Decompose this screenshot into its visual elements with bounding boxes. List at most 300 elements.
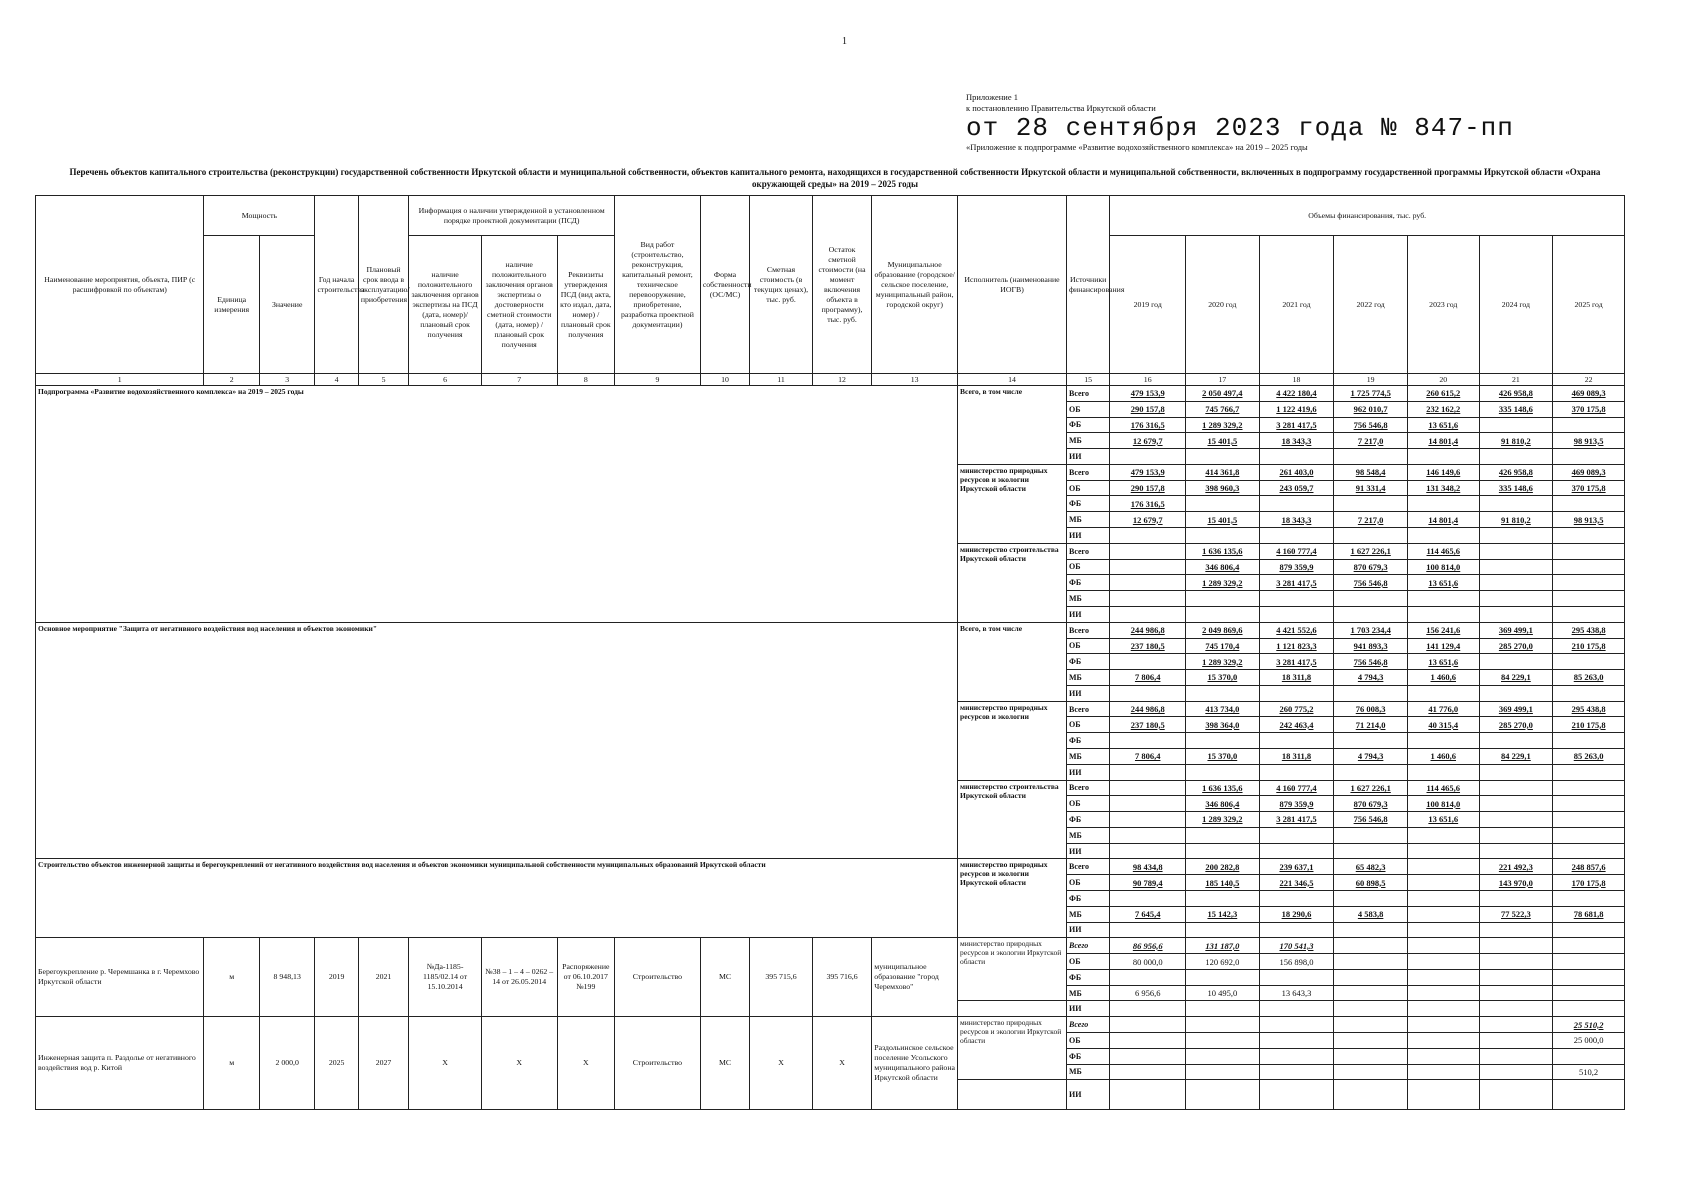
funding-value: [1553, 938, 1625, 954]
object-estimate: 395 715,6: [750, 938, 813, 1017]
funding-value: 1 289 329,2: [1186, 654, 1260, 670]
funding-value: [1110, 891, 1186, 907]
funding-value: [1407, 591, 1479, 607]
funding-value: 346 806,4: [1186, 796, 1260, 812]
funding-value: 41 776,0: [1407, 701, 1479, 717]
funding-value: [1259, 1017, 1334, 1033]
funding-value: 86 956,6: [1110, 938, 1186, 954]
funding-source: ФБ: [1067, 1048, 1110, 1064]
funding-value: [1259, 827, 1334, 843]
funding-value: [1110, 969, 1186, 985]
object-planned-year: 2021: [358, 938, 408, 1017]
funding-value: 176 316,5: [1110, 417, 1186, 433]
funding-value: [1407, 1080, 1479, 1110]
funding-value: 941 893,3: [1334, 638, 1408, 654]
object-psd-expert: Х: [409, 1017, 482, 1110]
funding-value: 143 970,0: [1479, 875, 1553, 891]
funding-source: ИИ: [1067, 606, 1110, 622]
funding-value: 210 175,8: [1553, 717, 1625, 733]
executor: министерство природных ресурсов и экологии: [958, 701, 1067, 780]
funding-value: 1 122 419,6: [1259, 401, 1334, 417]
funding-value: 479 153,9: [1110, 386, 1186, 402]
object-name: Инженерная защита п. Раздолье от негативного воздействия вод р. Китой: [36, 1017, 204, 1110]
financing-table: [35, 195, 1625, 1110]
funding-value: [1553, 796, 1625, 812]
funding-value: 285 270,0: [1479, 638, 1553, 654]
funding-value: [1259, 891, 1334, 907]
object-remainder: 395 716,6: [812, 938, 872, 1017]
funding-value: 346 806,4: [1186, 559, 1260, 575]
funding-source: МБ: [1067, 827, 1110, 843]
funding-value: 4 160 777,4: [1259, 543, 1334, 559]
funding-value: 1 121 823,3: [1259, 638, 1334, 654]
column-number: 18: [1259, 374, 1334, 386]
funding-value: [1553, 827, 1625, 843]
funding-source: ФБ: [1067, 733, 1110, 749]
funding-value: 369 499,1: [1479, 622, 1553, 638]
funding-value: 1 289 329,2: [1186, 812, 1260, 828]
funding-source: ОБ: [1067, 717, 1110, 733]
funding-source: МБ: [1067, 591, 1110, 607]
funding-value: [1479, 449, 1553, 465]
funding-value: [1553, 449, 1625, 465]
object-remainder: Х: [812, 1017, 872, 1110]
funding-value: 232 162,2: [1407, 401, 1479, 417]
funding-value: 25 000,0: [1553, 1033, 1625, 1049]
funding-value: 260 615,2: [1407, 386, 1479, 402]
funding-value: 3 281 417,5: [1259, 654, 1334, 670]
funding-value: [1479, 922, 1553, 938]
funding-value: [1407, 1064, 1479, 1080]
header-estimate: Сметная стоимость (в текущих ценах), тыс. руб.: [750, 196, 813, 374]
funding-value: [1553, 575, 1625, 591]
funding-value: [1479, 812, 1553, 828]
funding-value: 426 958,8: [1479, 464, 1553, 480]
funding-value: [1479, 591, 1553, 607]
column-number: 22: [1553, 374, 1625, 386]
funding-value: [1334, 985, 1408, 1001]
funding-value: 510,2: [1553, 1064, 1625, 1080]
funding-value: 120 692,0: [1186, 954, 1260, 970]
column-number: 2: [204, 374, 259, 386]
funding-value: [1186, 891, 1260, 907]
funding-value: 756 546,8: [1334, 654, 1408, 670]
funding-value: 98 913,5: [1553, 512, 1625, 528]
funding-value: [1407, 496, 1479, 512]
funding-value: 76 008,3: [1334, 701, 1408, 717]
funding-value: [1479, 954, 1553, 970]
column-number: 16: [1110, 374, 1186, 386]
funding-value: 4 794,3: [1334, 670, 1408, 686]
object-ownership: МС: [700, 938, 749, 1017]
funding-value: [1479, 606, 1553, 622]
funding-value: [1553, 969, 1625, 985]
column-number: 15: [1067, 374, 1110, 386]
funding-value: [1553, 985, 1625, 1001]
funding-value: 15 370,0: [1186, 748, 1260, 764]
funding-value: [1110, 654, 1186, 670]
funding-value: 13 651,6: [1407, 812, 1479, 828]
funding-value: [1479, 764, 1553, 780]
funding-value: 3 281 417,5: [1259, 575, 1334, 591]
funding-value: 414 361,8: [1186, 464, 1260, 480]
funding-value: [1407, 985, 1479, 1001]
object-name: Берегоукрепление р. Черемшанка в г. Черемхово Иркутской области: [36, 938, 204, 1017]
funding-value: 1 289 329,2: [1186, 417, 1260, 433]
funding-value: [1110, 922, 1186, 938]
header-year-2022: 2022 год: [1334, 236, 1408, 374]
funding-value: [1334, 449, 1408, 465]
header-psd-expert: наличие положительного заключения органов экспертизы на ПСД (дата, номер)/плановый срок получения: [409, 236, 482, 374]
funding-value: [1407, 528, 1479, 544]
funding-value: 15 142,3: [1186, 906, 1260, 922]
funding-value: [1553, 591, 1625, 607]
section-name: Основное мероприятие "Защита от негативного воздействия вод населения и объектов экономики": [36, 622, 958, 859]
funding-value: [1334, 685, 1408, 701]
funding-value: [1186, 922, 1260, 938]
funding-value: 14 801,4: [1407, 512, 1479, 528]
executor: министерство строительства Иркутской области: [958, 780, 1067, 859]
funding-value: [1553, 543, 1625, 559]
funding-value: [1334, 1033, 1408, 1049]
funding-value: [1259, 528, 1334, 544]
funding-value: 4 160 777,4: [1259, 780, 1334, 796]
funding-value: [1186, 1048, 1260, 1064]
funding-value: [1186, 1064, 1260, 1080]
executor: министерство природных ресурсов и экологии Иркутской области: [958, 1017, 1067, 1080]
funding-value: 1 460,6: [1407, 670, 1479, 686]
funding-source: ИИ: [1067, 922, 1110, 938]
funding-value: 4 421 552,6: [1259, 622, 1334, 638]
funding-value: 14 801,4: [1407, 433, 1479, 449]
object-work-type: Строительство: [615, 1017, 701, 1110]
funding-value: [1110, 1017, 1186, 1033]
funding-value: [1110, 1033, 1186, 1049]
funding-source: ФБ: [1067, 417, 1110, 433]
funding-value: [1407, 859, 1479, 875]
funding-value: [1186, 843, 1260, 859]
funding-value: 2 049 869,6: [1186, 622, 1260, 638]
object-unit: м: [204, 938, 259, 1017]
funding-value: 242 463,4: [1259, 717, 1334, 733]
object-municipality: Раздольинское сельское поселение Усольского муниципального района Иркутской области: [872, 1017, 958, 1110]
funding-value: [1407, 827, 1479, 843]
header-value: Значение: [259, 236, 314, 374]
funding-value: [1407, 969, 1479, 985]
funding-value: 185 140,5: [1186, 875, 1260, 891]
funding-value: [1186, 764, 1260, 780]
funding-value: 15 401,5: [1186, 512, 1260, 528]
column-number: 9: [615, 374, 701, 386]
header-planned: Плановый срок ввода в эксплуатацию/приобретения: [358, 196, 408, 374]
funding-source: ИИ: [1067, 685, 1110, 701]
funding-value: 13 643,3: [1259, 985, 1334, 1001]
funding-source: МБ: [1067, 670, 1110, 686]
funding-value: [1259, 1033, 1334, 1049]
funding-value: [1186, 449, 1260, 465]
funding-source: ИИ: [1067, 1080, 1110, 1110]
funding-value: 745 766,7: [1186, 401, 1260, 417]
funding-value: [1553, 606, 1625, 622]
funding-value: [1479, 654, 1553, 670]
funding-value: [1186, 1080, 1260, 1110]
funding-value: 745 170,4: [1186, 638, 1260, 654]
column-number: 8: [557, 374, 615, 386]
funding-value: 200 282,8: [1186, 859, 1260, 875]
appendix-line3: «Приложение к подпрограмме «Развитие водохозяйственного комплекса» на 2019 – 2025 годы: [966, 142, 1308, 152]
funding-value: [1110, 528, 1186, 544]
funding-value: 398 960,3: [1186, 480, 1260, 496]
funding-value: [1553, 1001, 1625, 1017]
funding-source: Всего: [1067, 386, 1110, 402]
table-row: [36, 938, 1625, 954]
column-number: 1: [36, 374, 204, 386]
funding-value: 114 465,6: [1407, 780, 1479, 796]
funding-value: [1479, 417, 1553, 433]
funding-value: [1479, 1017, 1553, 1033]
header-psd-info: Информация о наличии утвержденной в установленном порядке проектной документации (ПСД): [409, 196, 615, 236]
funding-value: 15 401,5: [1186, 433, 1260, 449]
funding-value: [1110, 1064, 1186, 1080]
column-number: 21: [1479, 374, 1553, 386]
document-title: Перечень объектов капитального строительства (реконструкции) государственной собственности Иркутской области и муниципальной собственности, объектов капитального ремонта, находящихся в государственной собственности Иркутской области и муниципальной собственности, включенных в подпрограмму государственной программы Иркутской области «Охрана окружающей среды» на 2019 – 2025 годы: [69, 167, 1601, 189]
funding-value: [1259, 922, 1334, 938]
executor: Всего, в том числе: [958, 386, 1067, 465]
appendix-header: [966, 92, 1514, 153]
funding-value: [1407, 449, 1479, 465]
funding-value: [1479, 938, 1553, 954]
funding-value: 4 583,8: [1334, 906, 1408, 922]
executor: министерство природных ресурсов и экологии Иркутской области: [958, 464, 1067, 543]
funding-source: Всего: [1067, 464, 1110, 480]
funding-value: [1110, 827, 1186, 843]
funding-value: 156 241,6: [1407, 622, 1479, 638]
funding-value: 131 348,2: [1407, 480, 1479, 496]
funding-value: 398 364,0: [1186, 717, 1260, 733]
funding-value: [1334, 496, 1408, 512]
funding-value: 370 175,8: [1553, 401, 1625, 417]
funding-value: 13 651,6: [1407, 417, 1479, 433]
funding-value: [1479, 1033, 1553, 1049]
funding-value: 18 311,8: [1259, 670, 1334, 686]
header-executor: Исполнитель (наименование ИОГВ): [958, 196, 1067, 374]
funding-value: 3 281 417,5: [1259, 812, 1334, 828]
funding-value: [1479, 780, 1553, 796]
funding-value: [1553, 496, 1625, 512]
funding-value: 13 651,6: [1407, 654, 1479, 670]
funding-value: [1553, 1080, 1625, 1110]
object-start-year: 2025: [315, 1017, 358, 1110]
funding-value: [1479, 1048, 1553, 1064]
object-psd-reliability: №38 – 1 – 4 – 0262 – 14 от 26.05.2014: [481, 938, 557, 1017]
funding-value: 7 806,4: [1110, 748, 1186, 764]
funding-value: [1259, 843, 1334, 859]
funding-value: [1110, 796, 1186, 812]
funding-value: [1186, 733, 1260, 749]
funding-value: 7 645,4: [1110, 906, 1186, 922]
funding-value: 295 438,8: [1553, 701, 1625, 717]
executor-blank: [958, 1001, 1067, 1017]
funding-value: 176 316,5: [1110, 496, 1186, 512]
funding-source: Всего: [1067, 859, 1110, 875]
object-start-year: 2019: [315, 938, 358, 1017]
funding-value: 100 814,0: [1407, 796, 1479, 812]
funding-value: 879 359,9: [1259, 796, 1334, 812]
funding-source: Всего: [1067, 701, 1110, 717]
funding-source: МБ: [1067, 748, 1110, 764]
funding-value: 370 175,8: [1553, 480, 1625, 496]
table-body: [36, 386, 1625, 1110]
funding-value: [1110, 449, 1186, 465]
table-row: [36, 386, 1625, 402]
object-psd-requisites: Распоряжение от 06.10.2017 №199: [557, 938, 615, 1017]
funding-value: 295 438,8: [1553, 622, 1625, 638]
header-year-2021: 2021 год: [1259, 236, 1334, 374]
funding-value: [1259, 1080, 1334, 1110]
funding-value: [1334, 606, 1408, 622]
funding-source: ФБ: [1067, 654, 1110, 670]
funding-source: МБ: [1067, 433, 1110, 449]
funding-value: [1334, 954, 1408, 970]
column-numbers-row: [36, 374, 1625, 386]
appendix-date-line: от 28 сентября 2023 года № 847-пп: [966, 113, 1514, 143]
object-planned-year: 2027: [358, 1017, 408, 1110]
funding-value: 426 958,8: [1479, 386, 1553, 402]
funding-value: [1334, 843, 1408, 859]
funding-value: 1 725 774,5: [1334, 386, 1408, 402]
funding-source: ФБ: [1067, 812, 1110, 828]
object-work-type: Строительство: [615, 938, 701, 1017]
funding-value: 84 229,1: [1479, 748, 1553, 764]
header-unit: Единица измерения: [204, 236, 259, 374]
funding-value: 1 627 226,1: [1334, 780, 1408, 796]
funding-source: МБ: [1067, 906, 1110, 922]
funding-value: 10 495,0: [1186, 985, 1260, 1001]
funding-value: 237 180,5: [1110, 717, 1186, 733]
funding-value: 479 153,9: [1110, 464, 1186, 480]
funding-source: МБ: [1067, 985, 1110, 1001]
funding-source: ОБ: [1067, 638, 1110, 654]
column-number: 3: [259, 374, 314, 386]
funding-value: 244 986,8: [1110, 701, 1186, 717]
table-row: [36, 1017, 1625, 1033]
funding-value: [1334, 938, 1408, 954]
object-value: 2 000,0: [259, 1017, 314, 1110]
funding-value: 870 679,3: [1334, 796, 1408, 812]
table-row: [36, 622, 1625, 638]
funding-source: ОБ: [1067, 480, 1110, 496]
executor-blank: [958, 1080, 1067, 1110]
funding-value: 221 346,5: [1259, 875, 1334, 891]
funding-value: 239 637,1: [1259, 859, 1334, 875]
funding-value: [1186, 827, 1260, 843]
funding-value: [1407, 1033, 1479, 1049]
header-remainder: Остаток сметной стоимости (на момент включения объекта в программу), тыс. руб.: [812, 196, 872, 374]
funding-value: [1479, 685, 1553, 701]
funding-value: 210 175,8: [1553, 638, 1625, 654]
funding-value: [1110, 812, 1186, 828]
funding-value: [1479, 543, 1553, 559]
funding-value: [1407, 875, 1479, 891]
funding-value: [1334, 733, 1408, 749]
page-number: 1: [842, 36, 847, 47]
funding-value: 1 703 234,4: [1334, 622, 1408, 638]
column-number: 13: [872, 374, 958, 386]
object-ownership: МС: [700, 1017, 749, 1110]
funding-value: 98 913,5: [1553, 433, 1625, 449]
object-psd-expert: №Да-1185-1185/02.14 от 15.10.2014: [409, 938, 482, 1017]
object-psd-reliability: Х: [481, 1017, 557, 1110]
funding-value: [1334, 528, 1408, 544]
funding-value: 12 679,7: [1110, 512, 1186, 528]
funding-value: [1334, 891, 1408, 907]
funding-value: [1553, 764, 1625, 780]
column-number: 19: [1334, 374, 1408, 386]
object-municipality: муниципальное образование "город Черемхово": [872, 938, 958, 1017]
funding-value: [1407, 764, 1479, 780]
funding-source: Всего: [1067, 622, 1110, 638]
funding-source: ИИ: [1067, 528, 1110, 544]
funding-value: 237 180,5: [1110, 638, 1186, 654]
funding-value: 243 059,7: [1259, 480, 1334, 496]
funding-value: 91 810,2: [1479, 512, 1553, 528]
funding-value: 25 510,2: [1553, 1017, 1625, 1033]
funding-value: [1553, 843, 1625, 859]
funding-value: [1553, 417, 1625, 433]
header-psd-requisites: Реквизиты утверждения ПСД (вид акта, кто издал, дата, номер) / плановый срок получения: [557, 236, 615, 374]
funding-source: ИИ: [1067, 843, 1110, 859]
funding-value: 91 331,4: [1334, 480, 1408, 496]
funding-value: 244 986,8: [1110, 622, 1186, 638]
header-psd-reliability: наличие положительного заключения органов экспертизы о достоверности сметной стоимости (дата, номер) / плановый срок получения: [481, 236, 557, 374]
funding-value: [1407, 938, 1479, 954]
funding-value: 85 263,0: [1553, 748, 1625, 764]
funding-value: [1186, 606, 1260, 622]
funding-value: 290 157,8: [1110, 480, 1186, 496]
funding-value: [1334, 922, 1408, 938]
funding-value: [1407, 1001, 1479, 1017]
funding-value: [1479, 1001, 1553, 1017]
object-unit: м: [204, 1017, 259, 1110]
funding-value: [1479, 559, 1553, 575]
executor: министерство природных ресурсов и экологии Иркутской области: [958, 859, 1067, 938]
section-name: Подпрограмма «Развитие водохозяйственного комплекса» на 2019 – 2025 годы: [36, 386, 958, 623]
funding-value: [1553, 654, 1625, 670]
funding-value: 2 050 497,4: [1186, 386, 1260, 402]
funding-value: [1553, 891, 1625, 907]
funding-value: [1110, 543, 1186, 559]
funding-value: 1 636 135,6: [1186, 780, 1260, 796]
column-number: 14: [958, 374, 1067, 386]
funding-value: [1110, 733, 1186, 749]
funding-value: [1553, 922, 1625, 938]
column-number: 20: [1407, 374, 1479, 386]
funding-value: 13 651,6: [1407, 575, 1479, 591]
funding-value: 170 541,3: [1259, 938, 1334, 954]
funding-value: 170 175,8: [1553, 875, 1625, 891]
funding-value: 80 000,0: [1110, 954, 1186, 970]
funding-value: [1479, 496, 1553, 512]
column-number: 17: [1186, 374, 1260, 386]
funding-value: [1479, 891, 1553, 907]
funding-value: [1334, 1017, 1408, 1033]
funding-value: [1259, 733, 1334, 749]
funding-value: [1334, 1001, 1408, 1017]
funding-value: 12 679,7: [1110, 433, 1186, 449]
funding-value: [1186, 685, 1260, 701]
section-name: Строительство объектов инженерной защиты и берегоукреплений от негативного воздействия вод населения и объектов экономики муниципальной собственности муниципальных образований Иркутской области: [36, 859, 958, 938]
funding-value: [1259, 1064, 1334, 1080]
